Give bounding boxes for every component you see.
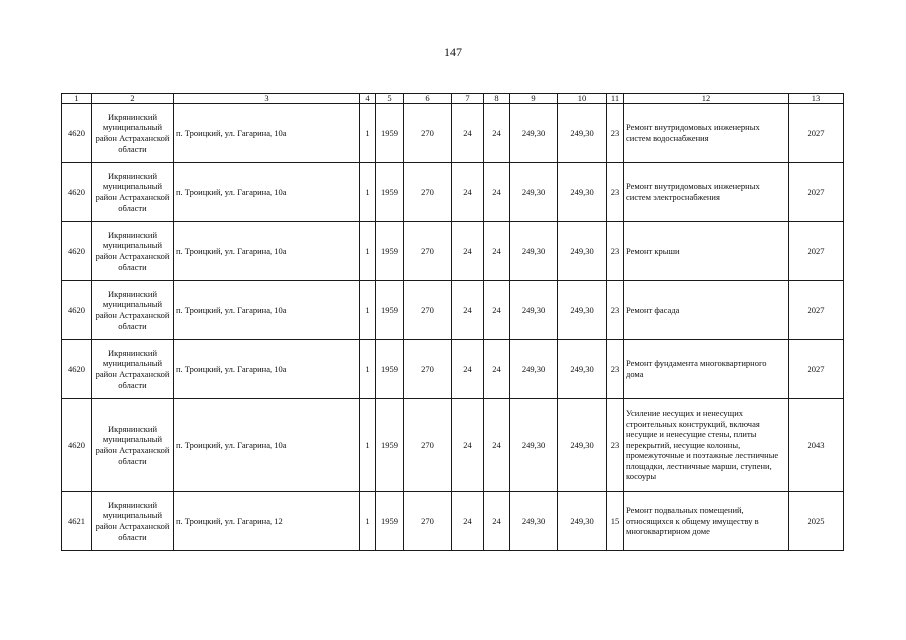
table-cell: 249,30 — [510, 104, 558, 163]
district-cell: Икрянинский муниципальный район Астраханской области — [92, 222, 174, 281]
table-cell: 1959 — [376, 163, 404, 222]
column-header: 8 — [484, 94, 510, 104]
table-cell: 249,30 — [510, 281, 558, 340]
table-cell: 1 — [360, 222, 376, 281]
district-cell: Икрянинский муниципальный район Астраханской области — [92, 492, 174, 551]
table-cell: 1 — [360, 340, 376, 399]
table-cell: 249,30 — [510, 163, 558, 222]
record-number-cell: 4621 — [62, 492, 92, 551]
column-header: 4 — [360, 94, 376, 104]
table-cell: 249,30 — [558, 340, 607, 399]
column-header: 10 — [558, 94, 607, 104]
table-cell: 1 — [360, 399, 376, 492]
table-row — [62, 492, 844, 551]
table-cell: 270 — [404, 399, 452, 492]
column-header: 1 — [62, 94, 92, 104]
table-cell: 23 — [607, 222, 624, 281]
record-number-cell: 4620 — [62, 163, 92, 222]
address-cell: п. Троицкий, ул. Гагарина, 10а — [174, 104, 360, 163]
column-header: 6 — [404, 94, 452, 104]
table-cell: 24 — [484, 222, 510, 281]
work-type-cell: Ремонт фасада — [624, 281, 789, 340]
table-row — [62, 340, 844, 399]
table-cell: 24 — [452, 222, 484, 281]
header-row — [62, 94, 844, 104]
year-cell: 2027 — [789, 281, 844, 340]
record-number-cell: 4620 — [62, 281, 92, 340]
table-cell: 24 — [452, 104, 484, 163]
table-row — [62, 163, 844, 222]
district-cell: Икрянинский муниципальный район Астраханской области — [92, 281, 174, 340]
table-cell: 24 — [452, 399, 484, 492]
address-cell: п. Троицкий, ул. Гагарина, 12 — [174, 492, 360, 551]
record-number-cell: 4620 — [62, 104, 92, 163]
table-cell: 249,30 — [558, 163, 607, 222]
table-cell: 1959 — [376, 104, 404, 163]
table-cell: 249,30 — [510, 340, 558, 399]
year-cell: 2027 — [789, 340, 844, 399]
table-cell: 270 — [404, 104, 452, 163]
column-header: 2 — [92, 94, 174, 104]
work-type-cell: Ремонт подвальных помещений, относящихся к общему имуществу в многоквартирном доме — [624, 492, 789, 551]
table-cell: 23 — [607, 399, 624, 492]
year-cell: 2025 — [789, 492, 844, 551]
column-header: 5 — [376, 94, 404, 104]
table-cell: 270 — [404, 281, 452, 340]
table-row — [62, 222, 844, 281]
table-cell: 23 — [607, 281, 624, 340]
table-cell: 1 — [360, 281, 376, 340]
column-header: 11 — [607, 94, 624, 104]
address-cell: п. Троицкий, ул. Гагарина, 10а — [174, 222, 360, 281]
address-cell: п. Троицкий, ул. Гагарина, 10а — [174, 340, 360, 399]
table-cell: 1959 — [376, 222, 404, 281]
table-cell: 1959 — [376, 492, 404, 551]
table-cell: 24 — [452, 163, 484, 222]
table-cell: 1959 — [376, 340, 404, 399]
table-row — [62, 104, 844, 163]
table-cell: 1 — [360, 104, 376, 163]
table-cell: 24 — [484, 281, 510, 340]
table-cell: 24 — [484, 399, 510, 492]
year-cell: 2043 — [789, 399, 844, 492]
record-number-cell: 4620 — [62, 222, 92, 281]
table-cell: 270 — [404, 340, 452, 399]
page-number: 147 — [444, 45, 462, 59]
column-header: 7 — [452, 94, 484, 104]
table-cell: 24 — [484, 492, 510, 551]
work-type-cell: Ремонт фундамента многоквартирного дома — [624, 340, 789, 399]
table-cell: 249,30 — [558, 492, 607, 551]
table-cell: 1959 — [376, 281, 404, 340]
address-cell: п. Троицкий, ул. Гагарина, 10а — [174, 399, 360, 492]
table-cell: 249,30 — [510, 492, 558, 551]
column-header: 3 — [174, 94, 360, 104]
record-number-cell: 4620 — [62, 399, 92, 492]
table-cell: 270 — [404, 222, 452, 281]
table-cell: 249,30 — [510, 222, 558, 281]
year-cell: 2027 — [789, 163, 844, 222]
table-cell: 1959 — [376, 399, 404, 492]
district-cell: Икрянинский муниципальный район Астраханской области — [92, 104, 174, 163]
table-cell: 249,30 — [558, 222, 607, 281]
table-cell: 24 — [452, 281, 484, 340]
table-row — [62, 281, 844, 340]
district-cell: Икрянинский муниципальный район Астраханской области — [92, 340, 174, 399]
table-cell: 24 — [452, 340, 484, 399]
table-row — [62, 399, 844, 492]
address-cell: п. Троицкий, ул. Гагарина, 10а — [174, 281, 360, 340]
table-cell: 24 — [484, 104, 510, 163]
table-cell: 270 — [404, 163, 452, 222]
table-cell: 24 — [452, 492, 484, 551]
table-cell: 15 — [607, 492, 624, 551]
table-cell: 23 — [607, 104, 624, 163]
table-cell: 1 — [360, 492, 376, 551]
table-cell: 23 — [607, 340, 624, 399]
column-header: 9 — [510, 94, 558, 104]
year-cell: 2027 — [789, 222, 844, 281]
table-cell: 249,30 — [510, 399, 558, 492]
work-type-cell: Ремонт внутридомовых инженерных систем электроснабжения — [624, 163, 789, 222]
table-cell: 249,30 — [558, 104, 607, 163]
table-cell: 249,30 — [558, 281, 607, 340]
district-cell: Икрянинский муниципальный район Астраханской области — [92, 399, 174, 492]
table-cell: 249,30 — [558, 399, 607, 492]
table-cell: 24 — [484, 163, 510, 222]
year-cell: 2027 — [789, 104, 844, 163]
work-type-cell: Ремонт крыши — [624, 222, 789, 281]
table-cell: 23 — [607, 163, 624, 222]
table-cell: 24 — [484, 340, 510, 399]
register-table — [61, 93, 844, 551]
column-header: 13 — [789, 94, 844, 104]
table-cell: 270 — [404, 492, 452, 551]
table-cell: 1 — [360, 163, 376, 222]
work-type-cell: Усиление несущих и ненесущих строительных конструкций, включая несущие и ненесущие стены, плиты перекрытий, несущие колонны, промежуточные и поэтажные лестничные площадки, лестничные марши, ступени, косоуры — [624, 399, 789, 492]
district-cell: Икрянинский муниципальный район Астраханской области — [92, 163, 174, 222]
work-type-cell: Ремонт внутридомовых инженерных систем водоснабжения — [624, 104, 789, 163]
address-cell: п. Троицкий, ул. Гагарина, 10а — [174, 163, 360, 222]
column-header: 12 — [624, 94, 789, 104]
record-number-cell: 4620 — [62, 340, 92, 399]
